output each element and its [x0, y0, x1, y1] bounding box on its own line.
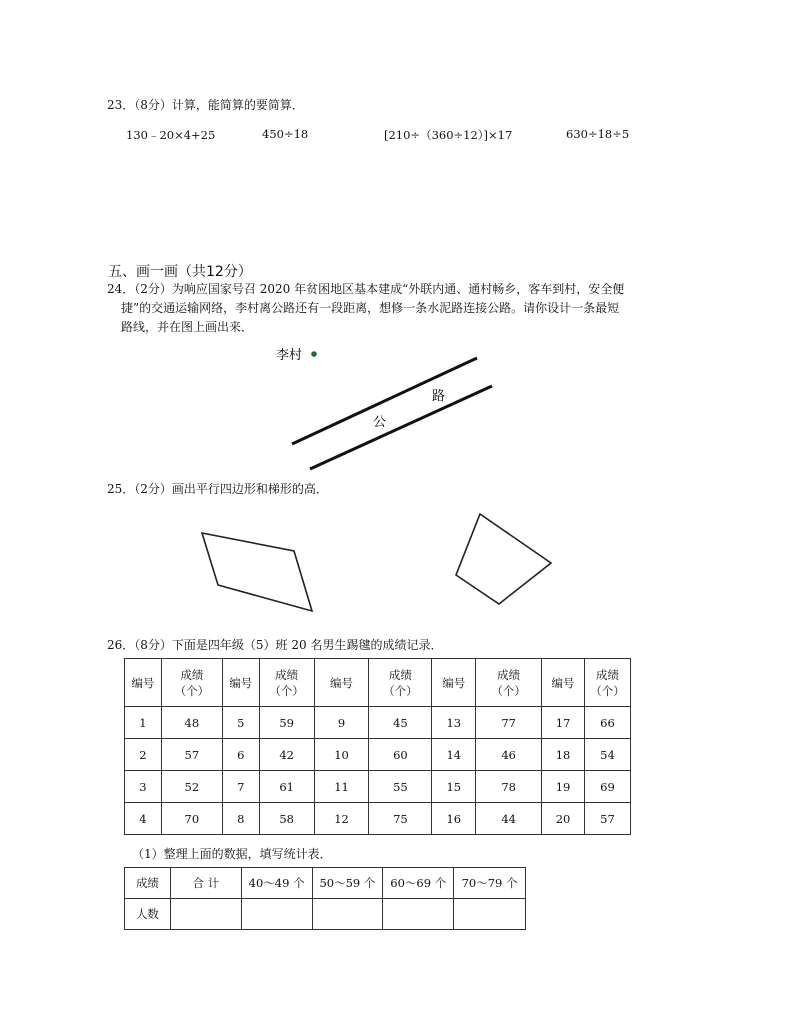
table-cell: 61 [259, 771, 314, 803]
table-cell: 7 [222, 771, 259, 803]
table-row [125, 707, 631, 739]
stat-row-label: 人数 [125, 899, 171, 930]
header-number: 编号 [222, 659, 259, 707]
table-cell: 48 [161, 707, 222, 739]
stat-header-cell: 70～79 个 [454, 868, 526, 899]
stat-header-cell: 60～69 个 [383, 868, 454, 899]
expression-1: 130﹣20×4+25 [126, 128, 216, 142]
village-dot [311, 351, 317, 357]
village-label: 李村 [276, 348, 303, 363]
stat-header-row [125, 868, 526, 899]
expression-3: [210÷（360÷12）]×17 [384, 128, 513, 142]
q26-title: 26．（8分）下面是四年级（5）班 20 名男生踢毽的成绩记录． [107, 638, 443, 652]
table-cell: 18 [542, 739, 585, 771]
expression-4: 630÷18÷5 [566, 127, 630, 141]
section-title: 五、画一画（共12分） [108, 264, 252, 280]
table-cell: 12 [314, 803, 369, 835]
table-cell: 70 [161, 803, 222, 835]
table-cell: 1 [125, 707, 162, 739]
table-cell: 78 [476, 771, 542, 803]
header-score: 成绩 （个） [369, 659, 432, 707]
stat-count-row [125, 899, 526, 930]
table-row [125, 771, 631, 803]
table-cell: 13 [432, 707, 476, 739]
q26-sub1: （1）整理上面的数据，填写统计表． [132, 847, 332, 861]
table-cell: 58 [259, 803, 314, 835]
table-cell: 3 [125, 771, 162, 803]
header-score: 成绩 （个） [161, 659, 222, 707]
table-cell: 19 [542, 771, 585, 803]
table-cell: 46 [476, 739, 542, 771]
table-row [125, 803, 631, 835]
table-cell: 15 [432, 771, 476, 803]
expression-2: 450÷18 [262, 127, 309, 141]
road-figure [270, 340, 510, 480]
table-cell: 42 [259, 739, 314, 771]
table-cell: 54 [584, 739, 630, 771]
q24-text [107, 280, 707, 337]
score-record-table [124, 658, 631, 835]
road-edge-lower [310, 386, 492, 469]
table-cell: 16 [432, 803, 476, 835]
table-cell: 45 [369, 707, 432, 739]
road-edge-upper [292, 358, 477, 444]
table-cell: 52 [161, 771, 222, 803]
table-cell: 66 [584, 707, 630, 739]
header-score: 成绩 （个） [584, 659, 630, 707]
header-number: 编号 [314, 659, 369, 707]
table-cell: 60 [369, 739, 432, 771]
table-cell: 55 [369, 771, 432, 803]
table-cell: 44 [476, 803, 542, 835]
table-cell: 17 [542, 707, 585, 739]
header-number: 编号 [125, 659, 162, 707]
q24-line-2: 捷”的交通运输网络，李村离公路还有一段距离，想修一条水泥路连接公路。请你设计一条最短 [121, 301, 620, 315]
shapes-figure [190, 505, 570, 625]
header-number: 编号 [432, 659, 476, 707]
parallelogram-shape [202, 533, 312, 611]
header-score: 成绩 （个） [476, 659, 542, 707]
stat-header-cell: 成绩 [125, 868, 171, 899]
trapezoid-shape [456, 514, 551, 604]
table-cell: 59 [259, 707, 314, 739]
q25-title: 25．（2分）画出平行四边形和梯形的高． [107, 482, 328, 496]
table-cell: 20 [542, 803, 585, 835]
table-header-row [125, 659, 631, 707]
header-number: 编号 [542, 659, 585, 707]
table-cell: 9 [314, 707, 369, 739]
table-cell: 2 [125, 739, 162, 771]
table-cell: 69 [584, 771, 630, 803]
table-cell: 10 [314, 739, 369, 771]
stat-table [124, 867, 526, 930]
q24-line-1: 24．（2分）为响应国家号召 2020 年贫困地区基本建成“外联内通、通村畅乡，客车到村，安全便 [107, 282, 625, 296]
stat-blank-cell[interactable] [312, 899, 383, 930]
table-row [125, 739, 631, 771]
stat-header-cell: 50～59 个 [312, 868, 383, 899]
table-cell: 8 [222, 803, 259, 835]
table-cell: 11 [314, 771, 369, 803]
stat-blank-cell[interactable] [170, 899, 241, 930]
table-cell: 6 [222, 739, 259, 771]
table-cell: 57 [584, 803, 630, 835]
header-score: 成绩 （个） [259, 659, 314, 707]
stat-header-cell: 40～49 个 [241, 868, 312, 899]
stat-blank-cell[interactable] [454, 899, 526, 930]
q23-title: 23．（8分）计算，能简算的要简算． [107, 98, 304, 112]
table-cell: 57 [161, 739, 222, 771]
table-cell: 5 [222, 707, 259, 739]
table-cell: 4 [125, 803, 162, 835]
table-cell: 14 [432, 739, 476, 771]
table-cell: 77 [476, 707, 542, 739]
table-cell: 75 [369, 803, 432, 835]
road-char-gong: 公 [373, 415, 387, 430]
road-char-lu: 路 [432, 389, 446, 404]
stat-header-cell: 合 计 [170, 868, 241, 899]
q24-line-3: 路线，并在图上画出来． [121, 320, 254, 334]
stat-blank-cell[interactable] [383, 899, 454, 930]
stat-blank-cell[interactable] [241, 899, 312, 930]
